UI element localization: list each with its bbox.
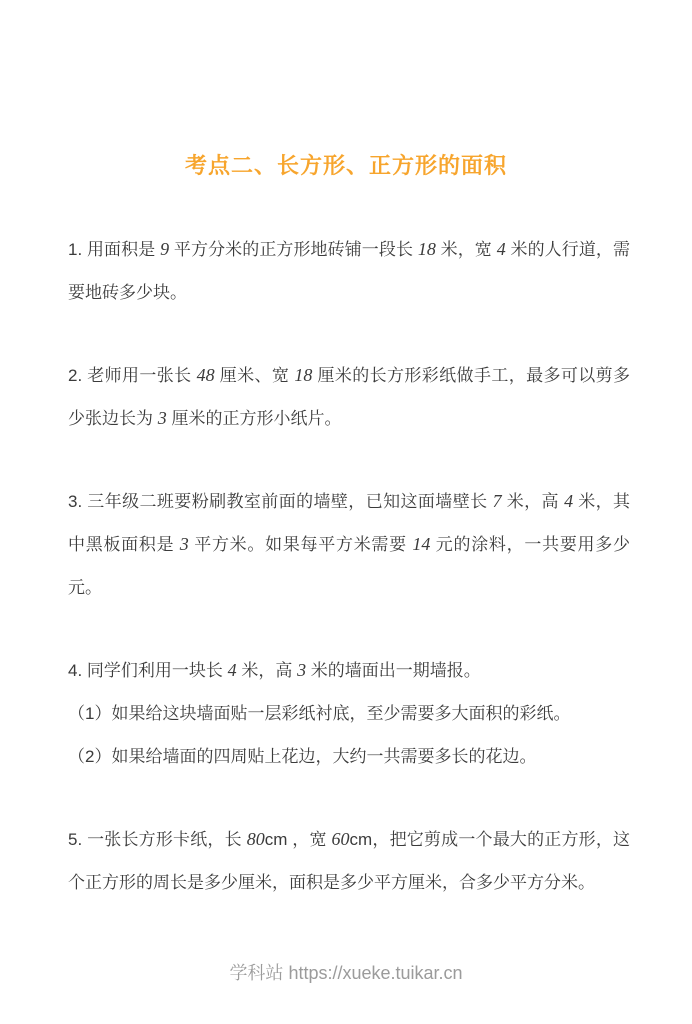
problem-4	[68, 649, 630, 778]
problem-2	[68, 354, 630, 440]
problem-3-text: 3. 三年级二班要粉刷教室前面的墙壁，已知这面墙壁长 7 米，高 4 米，其中黑板面积是 3 平方米。如果每平方米需要 14 元的涂料，一共要用多少元。	[68, 491, 631, 597]
page-title: 考点二、长方形、正方形的面积	[184, 153, 507, 178]
problem-5	[68, 818, 630, 904]
problem-list	[68, 228, 630, 904]
problem-3	[68, 480, 630, 609]
problem-2-text: 2. 老师用一张长 48 厘米、宽 18 厘米的长方形彩纸做手工，最多可以剪多少张边长为 3 厘米的正方形小纸片。	[68, 365, 630, 428]
footer	[0, 960, 692, 986]
problem-4-part-1: （1）如果给这块墙面贴一层彩纸衬底，至少需要多大面积的彩纸。	[68, 704, 571, 723]
problem-5-text: 5. 一张长方形卡纸，长 80cm ，宽 60cm，把它剪成一个最大的正方形，这个正方形的周长是多少厘米，面积是多少平方厘米，合多少平方分米。	[68, 829, 631, 892]
footer-url: https://xueke.tuikar.cn	[288, 963, 463, 983]
problem-4-text: 4. 同学们利用一块长 4 米，高 3 米的墙面出一期墙报。	[68, 660, 481, 680]
problem-4-part-2: （2）如果给墙面的四周贴上花边，大约一共需要多长的花边。	[68, 747, 537, 766]
problem-1	[68, 228, 630, 314]
problem-1-text: 1. 用面积是 9 平方分米的正方形地砖铺一段长 18 米，宽 4 米的人行道，需要地砖多少块。	[68, 239, 630, 302]
footer-site-name: 学科站	[229, 963, 284, 983]
